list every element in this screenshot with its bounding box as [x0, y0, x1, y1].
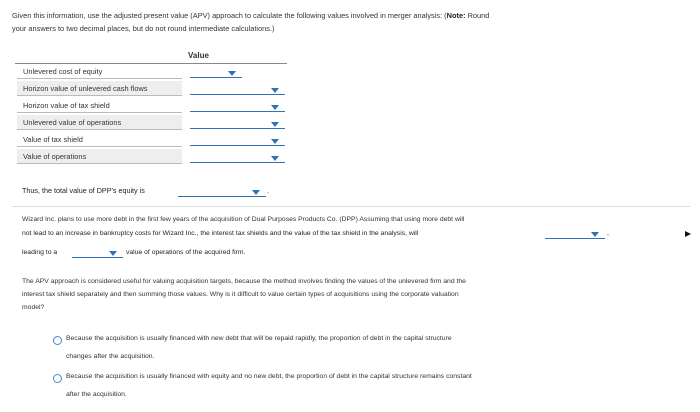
- debt-paragraph-line-1: Wizard Inc. plans to use more debt in the first few years of the acquisition of Dual Purposes Products Co. (DPP) Assuming that using more debt will: [22, 216, 465, 223]
- horizon-value-unlevered-dropdown[interactable]: [190, 85, 285, 95]
- row-value-of-operations: Value of operations: [17, 149, 182, 164]
- row-unlevered-value-operations: Unlevered value of operations: [17, 115, 182, 130]
- unlevered-cost-of-equity-dropdown[interactable]: [190, 68, 242, 78]
- chevron-down-icon: [591, 232, 599, 237]
- apv-question-line-3: model?: [22, 304, 45, 311]
- debt-paragraph-line-3-end: value of operations of the acquired firm.: [126, 249, 246, 256]
- value-column-header: Value: [188, 51, 209, 60]
- option-1-label[interactable]: Because the acquisition is usually financed with new debt that will be repaid rapidly, the proportion of debt in the capital structure changes after the acquisition.: [66, 335, 452, 360]
- chevron-down-icon: [271, 139, 279, 144]
- chevron-down-icon: [271, 88, 279, 93]
- note-label: Note:: [446, 11, 466, 20]
- row-horizon-value-tax-shield: Horizon value of tax shield: [17, 98, 182, 113]
- debt-paragraph: [22, 214, 622, 227]
- instructions-text: Given this information, use the adjusted present value (APV) approach to calculate the following values involved in merger analysis: (: [12, 11, 447, 20]
- row-value-tax-shield: Value of tax shield: [17, 132, 182, 147]
- debt-paragraph-line-3: leading to a: [22, 249, 58, 256]
- chevron-down-icon: [109, 251, 117, 256]
- option-2-label[interactable]: Because the acquisition is usually financed with equity and no new debt, the proportion of debt in the capital structure remains constant after the acquisition.: [66, 373, 472, 398]
- debt-paragraph-line-2: not lead to an increase in bankruptcy costs for Wizard Inc., the interest tax shields and the value of the tax shield in the analysis, will: [22, 230, 419, 237]
- row-unlevered-cost-of-equity: Unlevered cost of equity: [17, 64, 182, 79]
- equity-sentence: Thus, the total value of DPP's equity is: [22, 186, 145, 195]
- chevron-down-icon: [228, 71, 236, 76]
- option-2-radio[interactable]: [53, 374, 62, 383]
- instructions: [12, 9, 692, 35]
- unlevered-value-operations-dropdown[interactable]: [190, 119, 285, 129]
- apv-question-line-2: interest tax shield separately and then summing those values. Why is it difficult to value certain types of acquisitions using the corporate valuation: [22, 291, 459, 298]
- section-divider: [12, 206, 690, 207]
- chevron-down-icon: [271, 105, 279, 110]
- row-horizon-value-unlevered: Horizon value of unlevered cash flows: [17, 81, 182, 96]
- value-of-operations-effect-dropdown[interactable]: [72, 248, 123, 258]
- debt-paragraph-comma: ,: [607, 230, 609, 237]
- chevron-down-icon: [271, 122, 279, 127]
- equity-value-dropdown[interactable]: [178, 187, 266, 197]
- horizon-value-tax-shield-dropdown[interactable]: [190, 102, 285, 112]
- apv-question: [22, 275, 622, 314]
- chevron-down-icon: [271, 156, 279, 161]
- instructions-text-2: Round: [465, 11, 490, 20]
- instructions-line-2: your answers to two decimal places, but do not round intermediate calculations.): [12, 24, 275, 33]
- arrow-pointer-icon: [685, 231, 691, 237]
- value-tax-shield-dropdown[interactable]: [190, 136, 285, 146]
- tax-shield-effect-dropdown[interactable]: [545, 229, 605, 239]
- apv-question-line-1: The APV approach is considered useful for valuing acquisition targets, because the method involves finding the values of the unlevered firm and the: [22, 278, 466, 285]
- value-of-operations-dropdown[interactable]: [190, 153, 285, 163]
- equity-sentence-period: .: [267, 186, 269, 195]
- option-1-radio[interactable]: [53, 336, 62, 345]
- chevron-down-icon: [252, 190, 260, 195]
